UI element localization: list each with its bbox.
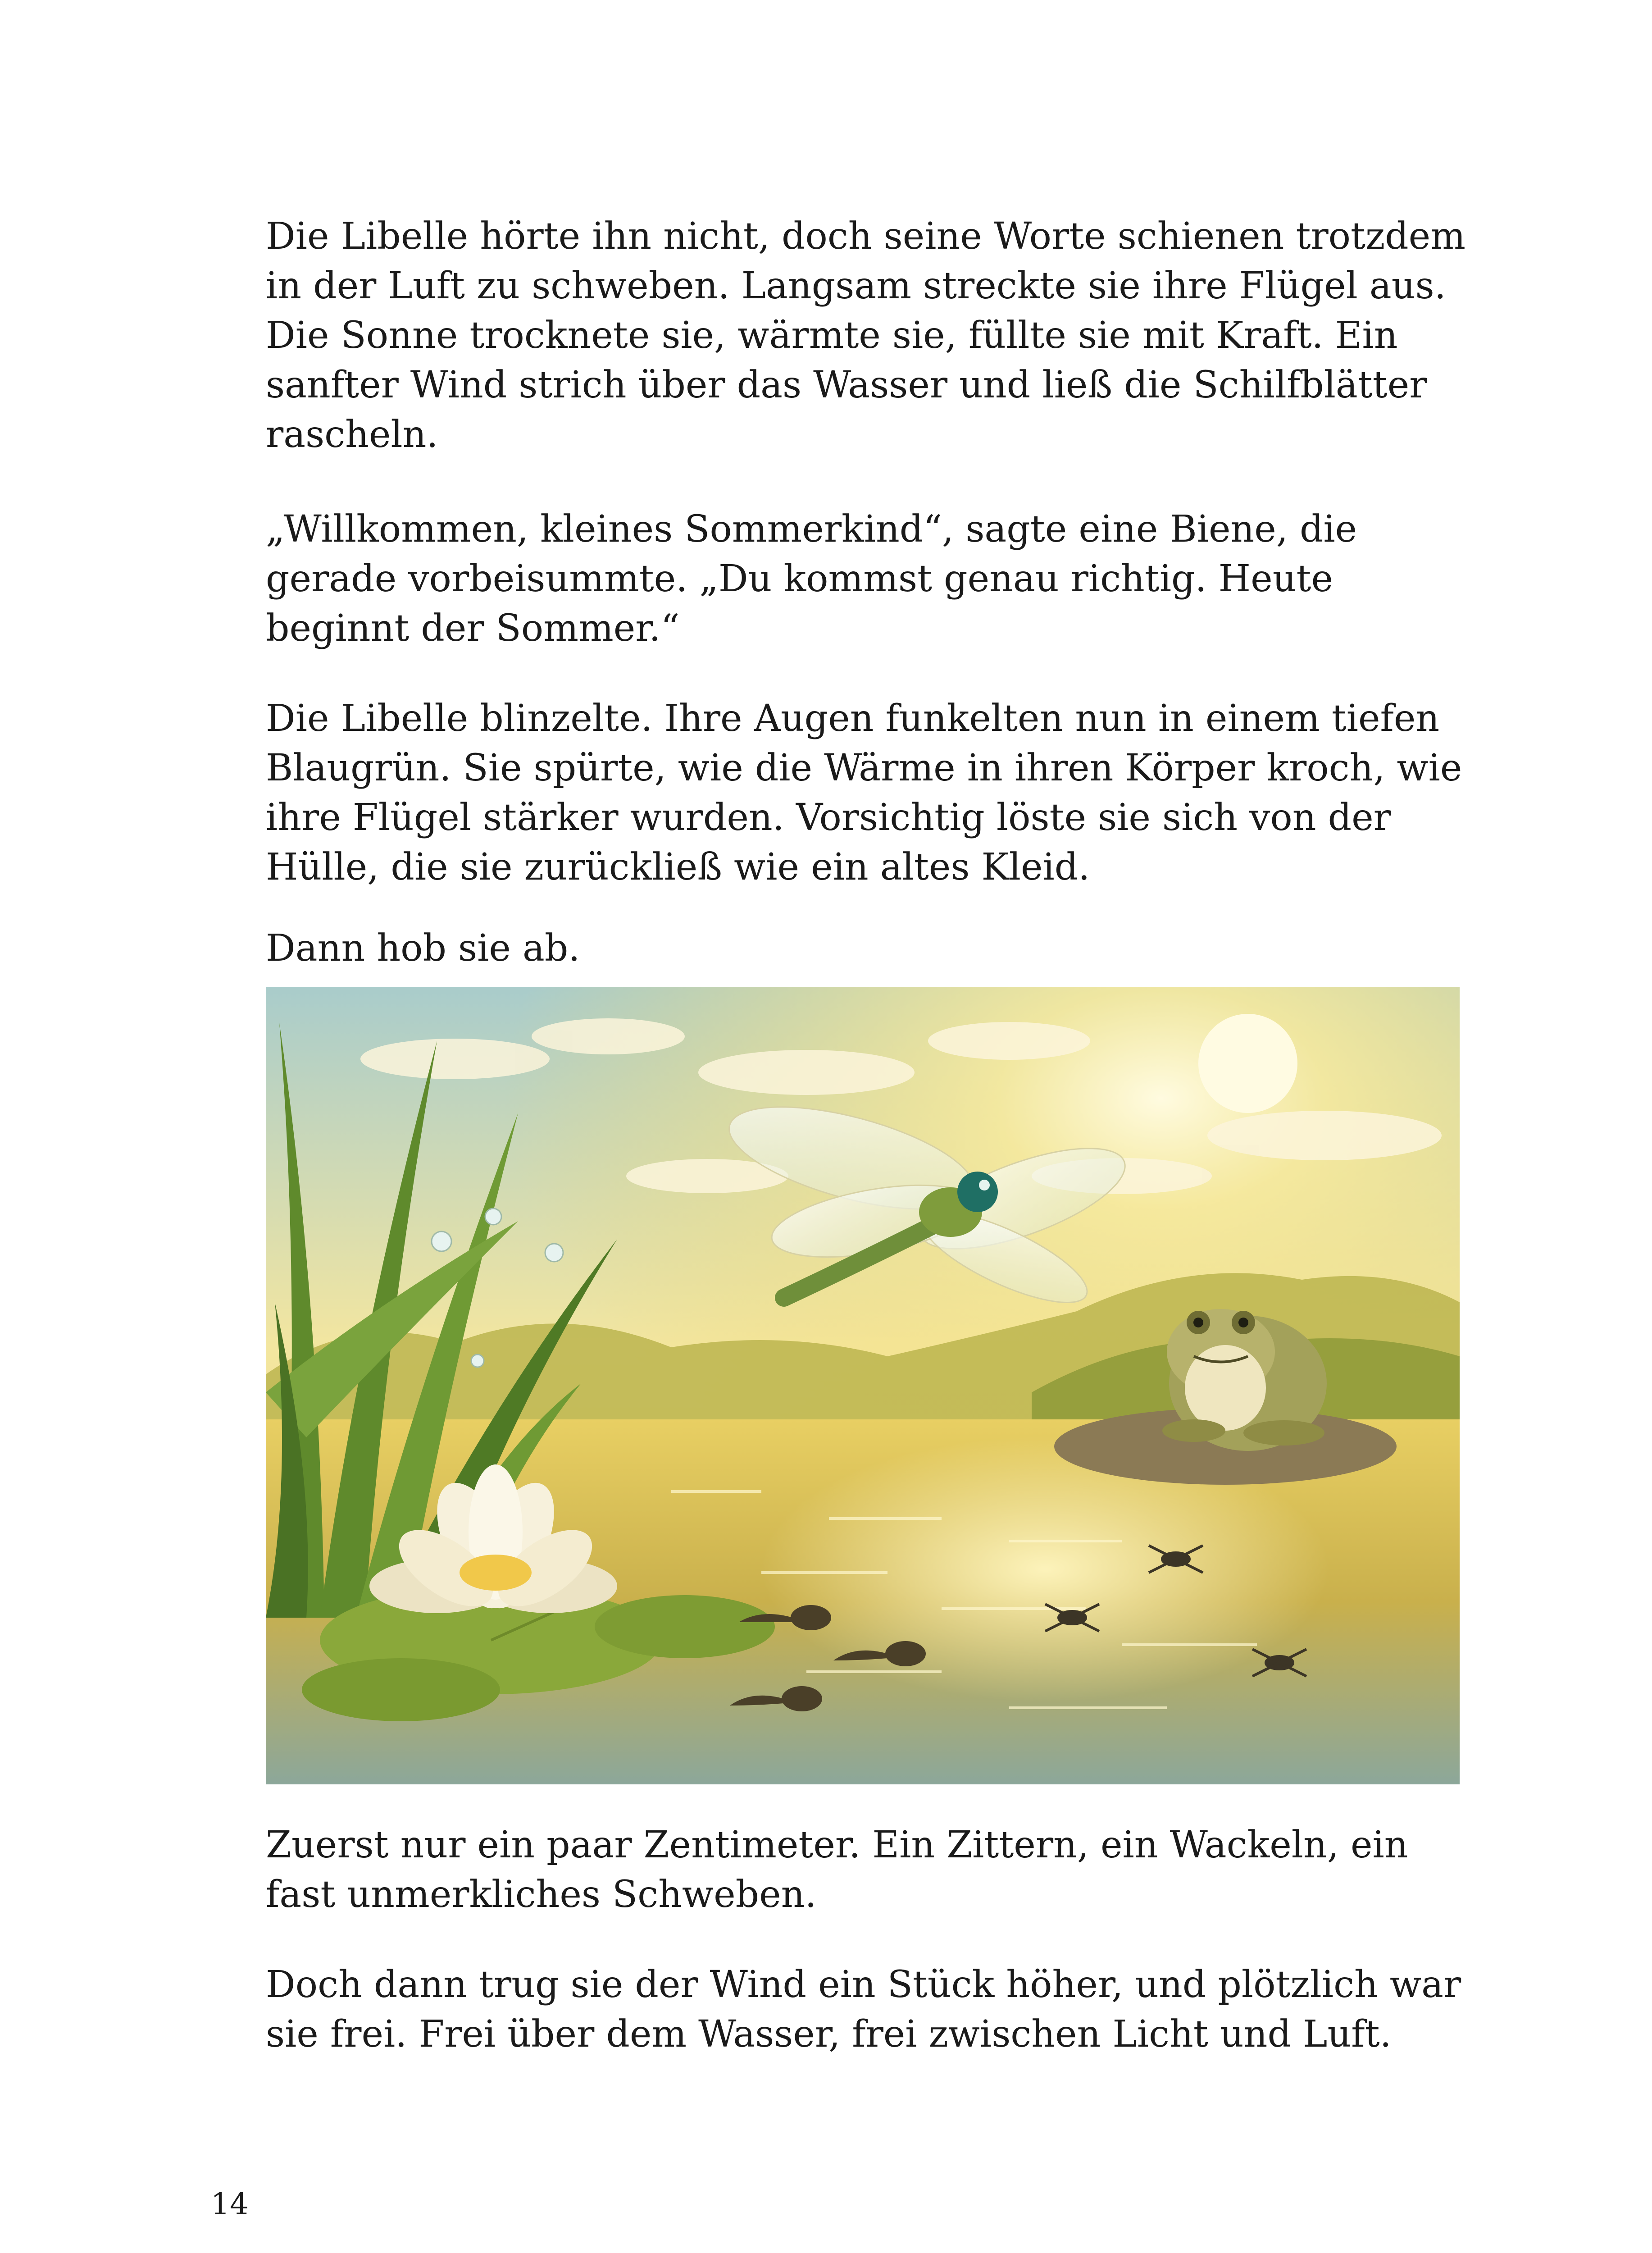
paragraph-4 — [266, 924, 1482, 973]
text-line: Die Libelle hörte ihn nicht, doch seine Worte schienen trotzdem — [266, 215, 1465, 258]
text-line: sie frei. Frei über dem Wasser, frei zwischen Licht und Luft. — [266, 2013, 1392, 2056]
page-number: 14 — [211, 2187, 249, 2221]
text-line: sanfter Wind strich über das Wasser und ließ die Schilfblätter — [266, 364, 1427, 406]
text-line: Doch dann trug sie der Wind ein Stück höher, und plötzlich war — [266, 1963, 1461, 2006]
paragraph-6 — [266, 1960, 1482, 2059]
illustration-svg — [266, 987, 1460, 1784]
text-line: fast unmerkliches Schweben. — [266, 1873, 817, 1916]
text-line: in der Luft zu schweben. Langsam streckte sie ihre Flügel aus. — [266, 265, 1446, 307]
paragraph-1 — [266, 212, 1482, 460]
sun — [1198, 1014, 1297, 1113]
text-line: ihre Flügel stärker wurden. Vorsichtig löste sie sich von der — [266, 796, 1391, 839]
text-line: gerade vorbeisummte. „Du kommst genau richtig. Heute — [266, 557, 1333, 600]
text-line: „Willkommen, kleines Sommerkind“, sagte eine Biene, die — [266, 508, 1357, 551]
text-line: rascheln. — [266, 413, 438, 456]
text-line: Hülle, die sie zurückließ wie ein altes Kleid. — [266, 846, 1090, 889]
paragraph-3 — [266, 694, 1482, 892]
text-line: Blaugrün. Sie spürte, wie die Wärme in ihren Körper kroch, wie — [266, 747, 1462, 789]
paragraph-5 — [266, 1820, 1482, 1920]
text-line: Die Sonne trocknete sie, wärmte sie, füllte sie mit Kraft. Ein — [266, 314, 1398, 357]
text-line: beginnt der Sommer.“ — [266, 607, 680, 650]
paragraph-2 — [266, 505, 1482, 653]
text-line: Zuerst nur ein paar Zentimeter. Ein Zittern, ein Wackeln, ein — [266, 1824, 1408, 1866]
text-line: Die Libelle blinzelte. Ihre Augen funkelten nun in einem tiefen — [266, 697, 1440, 740]
text-line: Dann hob sie ab. — [266, 927, 580, 970]
pond-illustration — [266, 987, 1460, 1784]
